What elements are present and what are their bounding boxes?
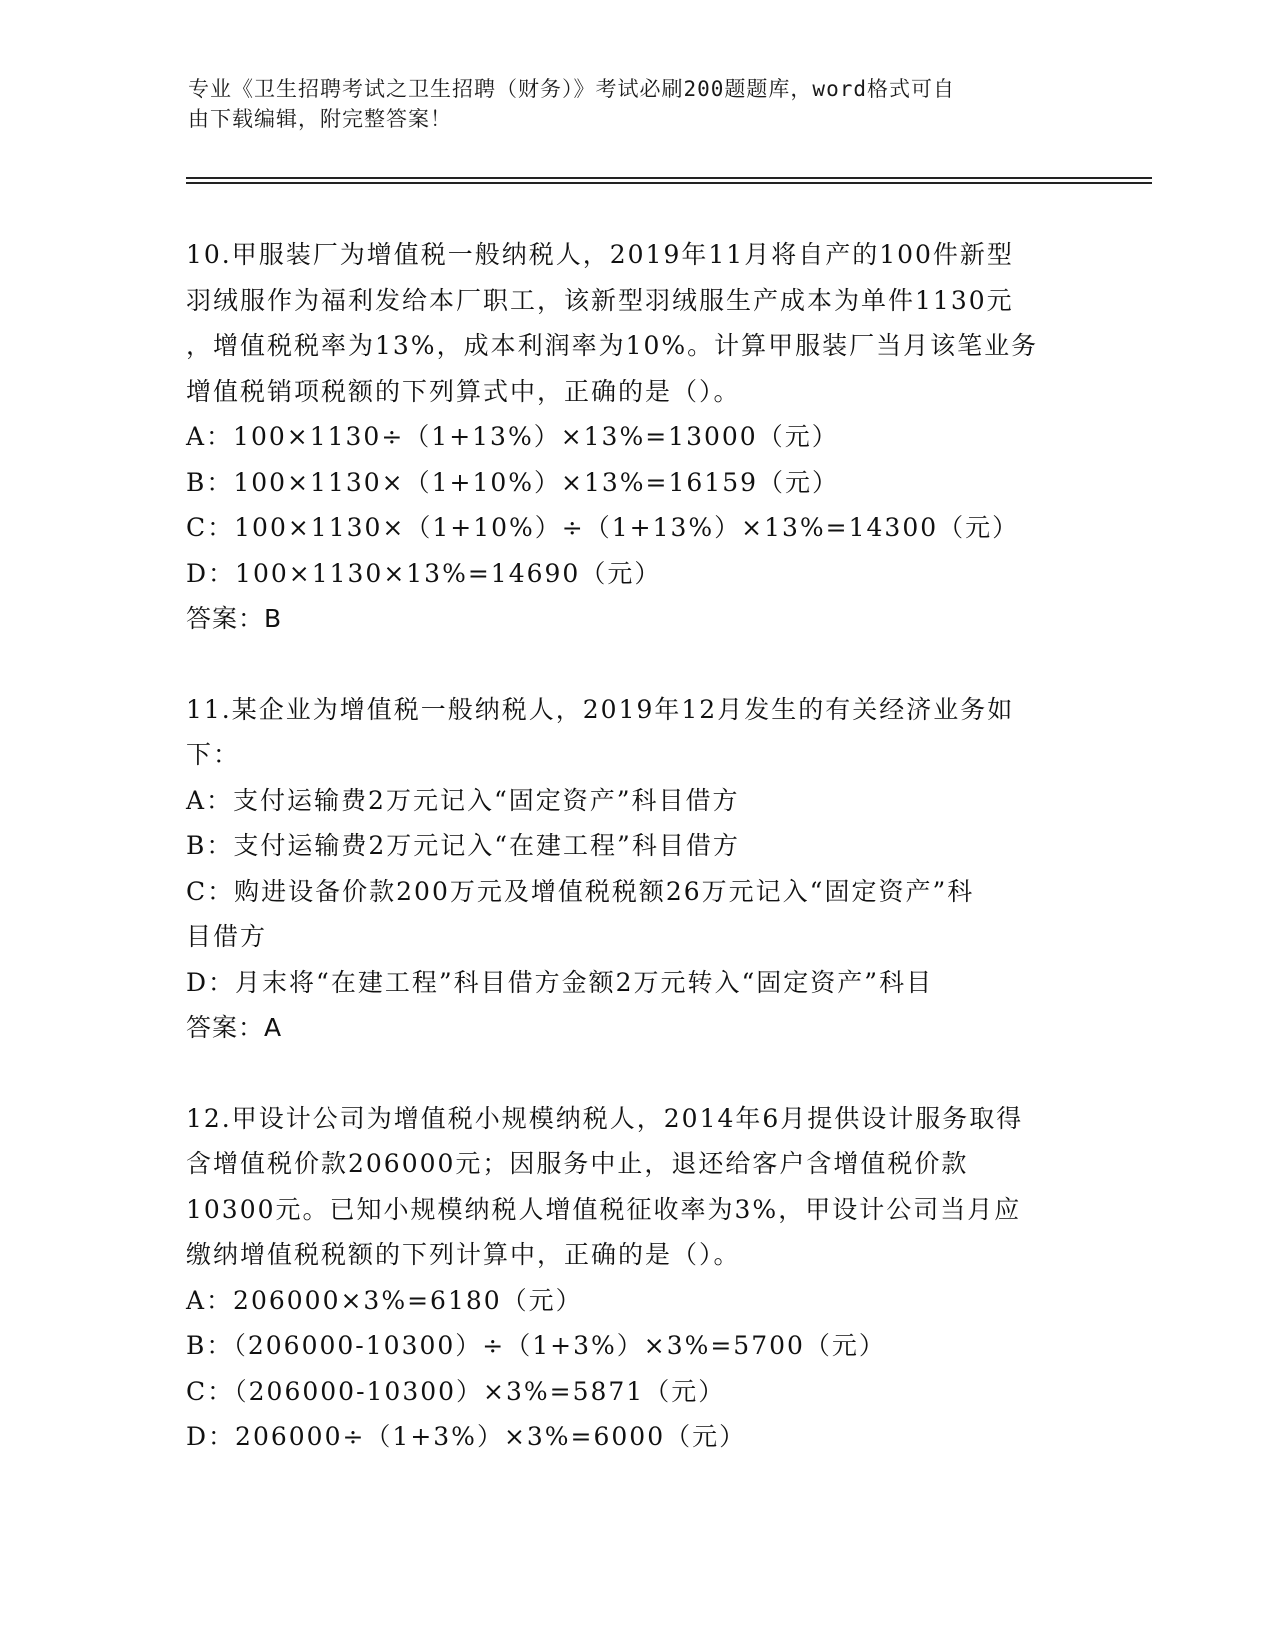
option-line: B：支付运输费2万元记入“在建工程”科目借方	[186, 831, 740, 860]
option-line: C：（206000-10300）×3%=5871（元）	[186, 1376, 726, 1406]
document-header	[188, 74, 1088, 134]
question-block	[186, 1096, 1086, 1460]
question-text-line: 12.甲设计公司为增值税小规模纳税人，2014年6月提供设计服务取得	[186, 1103, 1024, 1133]
option-line: B：100×1130×（1+10%）×13%=16159（元）	[186, 467, 840, 497]
option-line: 目借方	[186, 922, 268, 951]
option-line: D：206000÷（1+3%）×3%=6000（元）	[186, 1422, 747, 1451]
option-line: A：100×1130÷（1+13%）×13%=13000（元）	[186, 422, 839, 451]
header-line-2: 由下载编辑，附完整答案！	[188, 107, 452, 131]
option-line: C：100×1130×（1+10%）÷（1+13%）×13%=14300（元）	[186, 513, 1020, 542]
question-text-line: 10300元。已知小规模纳税人增值税征收率为3%，甲设计公司当月应	[186, 1194, 1022, 1224]
header-divider-top	[186, 177, 1152, 179]
option-line: A：206000×3%=6180（元）	[186, 1285, 583, 1315]
question-text-line: 11.某企业为增值税一般纳税人，2019年12月发生的有关经济业务如	[186, 694, 1015, 724]
question-block	[186, 232, 1086, 642]
question-text-line: 增值税销项税额的下列算式中，正确的是（）。	[186, 376, 741, 406]
question-text-line: 羽绒服作为福利发给本厂职工，该新型羽绒服生产成本为单件1130元	[186, 285, 1014, 315]
question-list	[186, 232, 1086, 1505]
answer-label: 答案：A	[186, 1013, 283, 1042]
question-text-line: 下：	[186, 740, 241, 769]
option-line: A：支付运输费2万元记入“固定资产”科目借方	[186, 785, 740, 815]
header-divider-bottom	[186, 182, 1152, 184]
question-text-line: ，增值税税率为13%，成本利润率为10%。计算甲服装厂当月该笔业务	[186, 331, 1039, 360]
option-line: D：月末将“在建工程”科目借方金额2万元转入“固定资产”科目	[186, 967, 934, 997]
question-text-line: 10.甲服装厂为增值税一般纳税人，2019年11月将自产的100件新型	[186, 240, 1014, 269]
header-line-1: 专业《卫生招聘考试之卫生招聘（财务）》考试必刷200题题库，word格式可自	[188, 77, 955, 101]
option-line: D：100×1130×13%=14690（元）	[186, 558, 662, 588]
question-text-line: 含增值税价款206000元；因服务中止，退还给客户含增值税价款	[186, 1149, 969, 1178]
option-line: C：购进设备价款200万元及增值税税额26万元记入“固定资产”科	[186, 876, 975, 906]
option-line: B：（206000-10300）÷（1+3%）×3%=5700（元）	[186, 1331, 886, 1360]
question-text-line: 缴纳增值税税额的下列计算中，正确的是（）。	[186, 1240, 741, 1269]
answer-label: 答案：B	[186, 604, 283, 633]
question-block	[186, 687, 1086, 1051]
